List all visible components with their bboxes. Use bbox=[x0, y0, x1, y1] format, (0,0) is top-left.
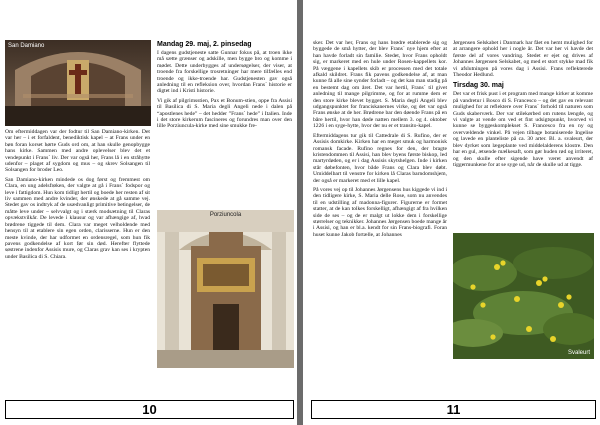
section-heading: Tirsdag 30. maj bbox=[453, 82, 504, 90]
left-column-1 bbox=[5, 129, 150, 263]
paragraph: sker. Det var her, Frans og hans brødre etablerede sig og byggede de små hytter, der blev Frans´ nye hjem efter at han havde forladt sin familie. Stedet, hvor Frans opholdt sig, er markeret med en hule under Rosen-kappellets kor. På væggene i kapellets skib er processen med det totale afkald skildret. Frans fik pavens godkendelse af, at man kunne få alle sine synder forladt – og det kan man stadig på en bestemt dag om året. Det var hertil, Frans´ til givet anledning til mange pilgrimme, og for at rumme dem er den store kirke blevet bygget. S. Maria degli Angeli blev udgangspunktet for franciskanernes virke, og det var også Frans ønske at de her. Brødrene bar den døende Frans på en båre hertil, hvor han døde natten mellem 3. og 4. oktober 1226 i en syge-hytte, hvor der nu er et transito-kapel. bbox=[313, 40, 447, 130]
right-column-1 bbox=[313, 40, 447, 241]
paragraph: På vores vej op til Johannes Jørgensens hus kiggede vi ind i den tidligere kirke, S. Maria delle Rose, som nu anvendes til en udstilling af madonna-figurer. Figurerne er formet statter, at de kan tolkes forskelligt, afhængigt af fra hvilken side de ses – og de er malgt ut lokke dem i forskellige størrelser og teknikker. Johannes Jørgensen boede mange år i Assisi, og han er bl.a. kendt for sin Frans-biografi. Foran huset kunne Jakob fortælle, at Johannes bbox=[313, 186, 447, 238]
photo-caption-san-damiano: San Damiano bbox=[8, 43, 45, 49]
san-damiano-image bbox=[5, 40, 151, 126]
photo-caption-porziuncola: Porziuncola bbox=[209, 212, 242, 218]
paragraph: Jørgensen Selskabet i Danmark har fået en hemt mulighed for at arrangere ophold her i nogle år. Det var her vi havde det første del af vores vandring. Stedet er ejet og drives af Johannes Jørgensen Selskabet, og med et stort stykke mad fik vi afslutningen på vores dag i Assisi. Frans reflekterede Theodor Hedlund. bbox=[453, 40, 593, 79]
photo-caption-svaleurt: Svaleurt bbox=[567, 350, 590, 356]
paragraph: Vi gik af pilgrimsstien, Pax et Bonum-stien, oppe fra Assisi til Basilica di S. Maria degli Angeli nede i dalen på “apostlenes hede” – det hedder ”Frans´ hede” i Italien. Inde i det store kirkerum fascineres og forundres man over den lille Porziuncula-kirke med sine smukke fre- bbox=[157, 97, 292, 130]
paragraph: Eftermiddagens tur gik til Cattedrale di S. Rufino, der er Assisis domkirke. Kirken har en meget smuk og harmonisk romansk facade. Rufino regnes for den, der bragte kristendommen til Assisi, han blev byens første biskop, led martyrdøden, og er i dag Assisis skytshelgen. Inde i kirken står døbefonten, hvor både Frans og Clara blev døbt. Umiddelbart til venstre for kirken lå Claras barndomshjem, der også er markeret med et lille kapel. bbox=[313, 132, 447, 184]
page-number: 10 bbox=[5, 400, 294, 419]
left-page bbox=[0, 0, 297, 425]
paragraph: I dagens gudstjeneste satte Gunnar fokus på, at troen ikke må sætte grænser og adskille, men bygge bro og komme i mødet. Dette underbygges af undersøgelser, der viser, at troende fra forskellige trosretninger har mere tilfælles end troende og ikke-troende har. Gudstjenesten gav også anledning til en refleksion over, hvordan Frans´ historie er digtet ind i Kristi historie. bbox=[157, 50, 292, 95]
paragraph: San Damiano-kirken mindede os dog først og fremmest om Clara, en ung adelsfrøken, der valgte at gå i Frans´ fodspor og leve i fattigdom. Hun kom tidligt hertil og boede her resten af sit liv sammen med andre kvinder, der ønskede at gå samme vej. Stedet gav os indtryk af de usædvanligt primitive betingelser, de måtte leve under – selvvalgt og i stærk modsætning til Claras opvækstvilkår. De levede i klausur og var afhængige af, hvad brødrene tiggede til dem. Clara var meget velholdende med hensyn til at etablere sin egen orden, clarisserne. Hun er den meste kvinde, der har udformet en ordensregel, som hun fik pavens godkendelse af kort før sin død. Herefter flyttede søstrene indenfor Assisis mure, og Claras grav kan ses i krypten under Basilica di S. Chiara. bbox=[5, 176, 150, 260]
right-column-2 bbox=[453, 40, 593, 171]
san-damiano-photo bbox=[5, 40, 151, 126]
porziuncola-image bbox=[157, 210, 294, 368]
porziuncola-photo bbox=[157, 210, 294, 368]
paragraph: Om eftermiddagen var der fodtur til San Damiano-kirken. Det var her – i et forfaldent, benediktisk kapel – at Frans under en bøn foran korset hørte Guds ord om, at han skulle genopbygge hans kirke. Sammen med andre oplevelser blev det et vendepunkt i Frans´ liv. Der var også her, Frans lå i en stråhytte udenfor – plaget af sygdom og mus – og skrev Solsangen til Solsangen for broder Leo. bbox=[5, 129, 150, 174]
section-heading: Mandag 29. maj, 2. pinsedag bbox=[157, 41, 252, 48]
svaleurt-photo bbox=[453, 233, 594, 359]
paragraph: Det var et frisk pust i et program med mange kirker at komme på vandretur i Bosco di S. Francesco – og det gav en relevant mulighed for at reflektere over Frans´ forhold til naturen som Guds skaberværk. Der var stilekørbed om rutens længde, og vi valgte at vende om ved et fint udsigtspunkt, hvorved vi kunne se byggeskomplekset S. Francesco fra en ny og overvældende vinkel. På vejen tilbage botaniserede Ingelise og lavede en planteliste på ca. 30 arter. Bl. a. svaleurt, der blev dyrket som lægeplante ved middelalderens klostre. Den har en gul, ætsende mælkesaft, som gør huden rød og irriteret, og den skulle efter sigende have været anvendt af tiggermunkene for at se syge ud, når de skulle ud at tigge. bbox=[453, 91, 593, 168]
right-page bbox=[303, 0, 600, 425]
svaleurt-image bbox=[453, 233, 594, 359]
page-number: 11 bbox=[311, 400, 596, 419]
left-column-2 bbox=[157, 40, 292, 133]
